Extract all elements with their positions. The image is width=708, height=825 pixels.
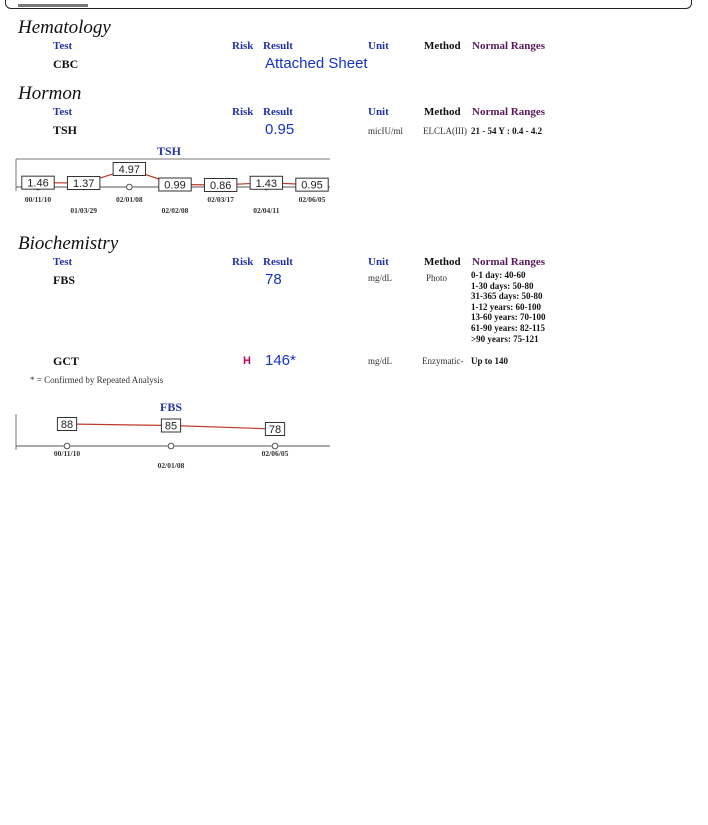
result-tsh: 0.95 xyxy=(265,121,295,138)
test-name-tsh: TSH xyxy=(53,123,78,137)
x-tick-label: 01/03/29 xyxy=(70,206,98,215)
data-label: 0.95 xyxy=(301,179,323,192)
test-name-gct: GCT xyxy=(53,354,80,368)
result-gct: 146* xyxy=(265,352,296,369)
col-method-header: Method xyxy=(424,256,461,268)
col-risk-header: Risk xyxy=(232,106,254,118)
x-tick-label: 02/04/11 xyxy=(253,206,280,215)
x-tick-label: 02/06/05 xyxy=(298,195,326,204)
result-fbs: 78 xyxy=(265,271,282,288)
header-remnant xyxy=(18,4,88,7)
col-method-header: Method xyxy=(424,106,461,118)
risk-flag-gct: H xyxy=(243,355,251,367)
range-line: 1-30 days: 50-80 xyxy=(471,280,534,291)
col-unit-header: Unit xyxy=(368,106,389,118)
col-ranges-header: Normal Ranges xyxy=(472,106,546,118)
range-line: >90 years: 75-121 xyxy=(471,333,539,344)
section-title-hormon: Hormon xyxy=(18,83,82,104)
result-cbc: Attached Sheet xyxy=(265,55,368,72)
unit-fbs: mg/dL xyxy=(368,273,392,283)
range-line: 0-1 day: 40-60 xyxy=(471,270,526,280)
x-tick-label: 02/01/08 xyxy=(115,195,143,204)
data-label: 85 xyxy=(164,420,178,433)
data-label: 78 xyxy=(268,424,282,436)
chart-title-fbs: FBS xyxy=(160,400,183,414)
data-label: 1.37 xyxy=(72,178,95,191)
x-tick-label: 00/11/10 xyxy=(53,449,81,458)
data-label: 1.43 xyxy=(255,177,278,190)
col-result-header: Result xyxy=(263,106,293,118)
x-tick-label: 02/03/17 xyxy=(207,195,235,204)
section-title-hematology: Hematology xyxy=(18,17,111,38)
chart-title-tsh: TSH xyxy=(157,144,182,158)
test-name-fbs: FBS xyxy=(53,273,76,287)
test-name-cbc: CBC xyxy=(53,57,79,71)
data-label: 1.46 xyxy=(27,177,49,190)
data-label: 0.86 xyxy=(209,180,232,192)
col-test-header: Test xyxy=(53,256,73,268)
tsh-trend-chart xyxy=(0,155,340,225)
range-line: 13-60 years: 70-100 xyxy=(471,312,546,323)
method-gct: Enzymatic- xyxy=(422,356,464,366)
col-risk-header: Risk xyxy=(232,40,254,52)
ranges-tsh: 21 - 54 Y : 0.4 - 4.2 xyxy=(471,126,543,136)
col-unit-header: Unit xyxy=(368,40,389,52)
col-ranges-header: Normal Ranges xyxy=(472,256,546,268)
range-line: 31-365 days: 50-80 xyxy=(471,291,543,302)
data-marker xyxy=(64,443,70,449)
unit-gct: mg/dL xyxy=(368,356,392,366)
data-marker xyxy=(168,443,174,449)
x-tick-label: 02/02/08 xyxy=(161,206,189,215)
method-tsh: ELCLA(III) xyxy=(423,126,467,136)
fbs-trend-chart xyxy=(0,412,340,482)
data-marker xyxy=(272,443,278,449)
range-line: 61-90 years: 82-115 xyxy=(471,322,545,333)
x-tick-label: 02/01/08 xyxy=(157,461,185,470)
col-method-header: Method xyxy=(424,40,461,52)
data-label: 88 xyxy=(60,419,74,431)
data-label: 0.99 xyxy=(164,179,186,192)
range-line: 1-12 years: 60-100 xyxy=(471,301,541,312)
col-risk-header: Risk xyxy=(232,256,254,268)
col-unit-header: Unit xyxy=(368,256,389,268)
col-result-header: Result xyxy=(263,40,293,52)
col-test-header: Test xyxy=(53,40,73,52)
footnote-confirmed: * = Confirmed by Repeated Analysis xyxy=(30,375,164,385)
x-tick-label: 02/06/05 xyxy=(261,449,289,458)
col-ranges-header: Normal Ranges xyxy=(472,40,546,52)
unit-tsh: micIU/ml xyxy=(368,126,403,136)
col-result-header: Result xyxy=(263,256,293,268)
report-frame-top xyxy=(5,0,692,9)
col-test-header: Test xyxy=(53,106,73,118)
data-marker xyxy=(127,184,133,190)
data-label: 4.97 xyxy=(118,164,141,176)
x-tick-label: 00/11/10 xyxy=(24,195,52,204)
method-fbs: Photo xyxy=(426,273,448,283)
section-title-biochemistry: Biochemistry xyxy=(18,233,119,254)
ranges-fbs xyxy=(471,270,545,344)
ranges-gct: Up to 140 xyxy=(471,356,509,366)
